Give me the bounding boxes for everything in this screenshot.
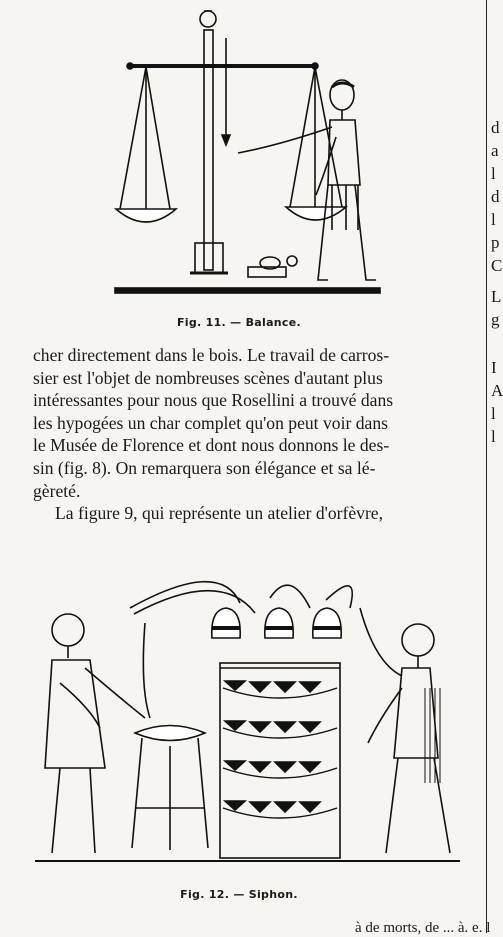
figure-caption: Fig. 12. — Siphon. [180, 888, 298, 901]
margin-letter: I [491, 358, 497, 377]
margin-letter: l [491, 210, 496, 229]
text-line: les hypogées un char complet qu'on peut voir dans [33, 412, 388, 433]
margin-letter: A [491, 381, 503, 400]
column-rule [486, 0, 487, 933]
margin-letter: g [491, 310, 500, 329]
margin-letter: p [491, 233, 500, 252]
margin-letter: l [491, 164, 496, 183]
text-line: La figure 9, qui représente un atelier d'orfèvre, [55, 503, 384, 524]
margin-letter: l [491, 427, 496, 446]
text-line: sin (fig. 8). On remarquera son élégance et sa lé- [33, 457, 376, 478]
margin-letter: l [491, 404, 496, 423]
text-line: le Musée de Florence et dont nous donnons le des- [33, 435, 390, 456]
text-line: cher directement dans le bois. Le travail de carros- [33, 345, 390, 365]
body-paragraph [33, 344, 473, 525]
margin-letter: C [491, 256, 503, 275]
cut-off-text: à de morts, de ... à. e. l [355, 920, 491, 936]
siphon-illustration [30, 568, 465, 870]
margin-letter: d [491, 187, 500, 206]
text-line: intéressantes pour nous que Rosellini a trouvé dans [33, 390, 394, 411]
margin-letter: a [491, 141, 499, 160]
text-line: sier est l'objet de nombreuses scènes d'autant plus [33, 367, 383, 388]
margin-letter: L [491, 287, 502, 306]
balance-illustration [110, 5, 390, 301]
text-line: gèreté. [33, 480, 81, 501]
margin-letter: d [491, 118, 500, 137]
figure-caption: Fig. 11. — Balance. [176, 316, 301, 329]
